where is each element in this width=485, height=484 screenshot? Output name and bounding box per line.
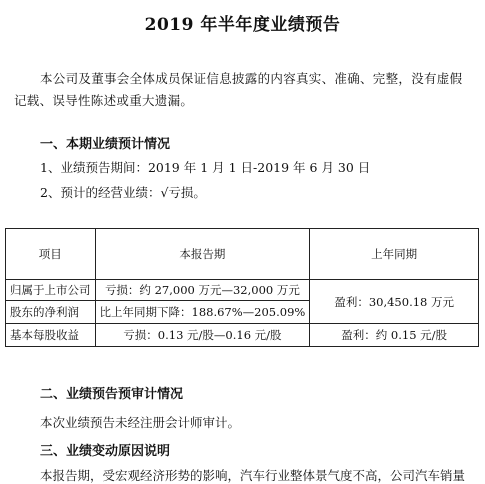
performance-table [5,228,479,347]
header-prior-period: 上年同期 [310,229,479,280]
net-profit-label-line1: 归属于上市公司 [6,280,96,301]
header-item: 项目 [6,229,96,280]
section1-heading: 一、本期业绩预计情况 [40,137,171,152]
table-row [6,324,479,347]
expected-result: 2、预计的经营业绩：√亏损。 [40,185,206,200]
eps-label: 基本每股收益 [6,324,96,347]
eps-prior: 盈利：约 0.15 元/股 [310,324,479,347]
section2-heading: 二、业绩预告预审计情况 [40,387,184,402]
reason-paragraph: 本报告期，受宏观经济形势的影响，汽车行业整体景气度不高，公司汽车销量 [40,468,466,483]
page-title: 2019 年半年度业绩预告 [144,15,341,35]
audit-statement: 本次业绩预告未经注册会计师审计。 [40,415,241,430]
forecast-period: 1、业绩预告期间：2019 年 1 月 1 日-2019 年 6 月 30 日 [40,160,371,175]
net-profit-label-line2: 股东的净利润 [6,301,96,324]
section3-heading: 三、业绩变动原因说明 [40,444,171,459]
current-yoy-change: 比上年同期下降：188.67%—205.09% [95,301,310,324]
intro-paragraph: 本公司及董事会全体成员保证信息披露的内容真实、准确、完整，没有虚假记载、误导性陈述或重大遗漏。 [14,71,463,108]
header-current-period: 本报告期 [95,229,310,280]
prior-period-profit: 盈利：30,450.18 万元 [310,280,479,324]
current-loss-range: 亏损：约 27,000 万元—32,000 万元 [95,280,310,301]
table-header-row [6,229,479,280]
eps-current: 亏损：0.13 元/股—0.16 元/股 [95,324,310,347]
table-row [6,280,479,301]
